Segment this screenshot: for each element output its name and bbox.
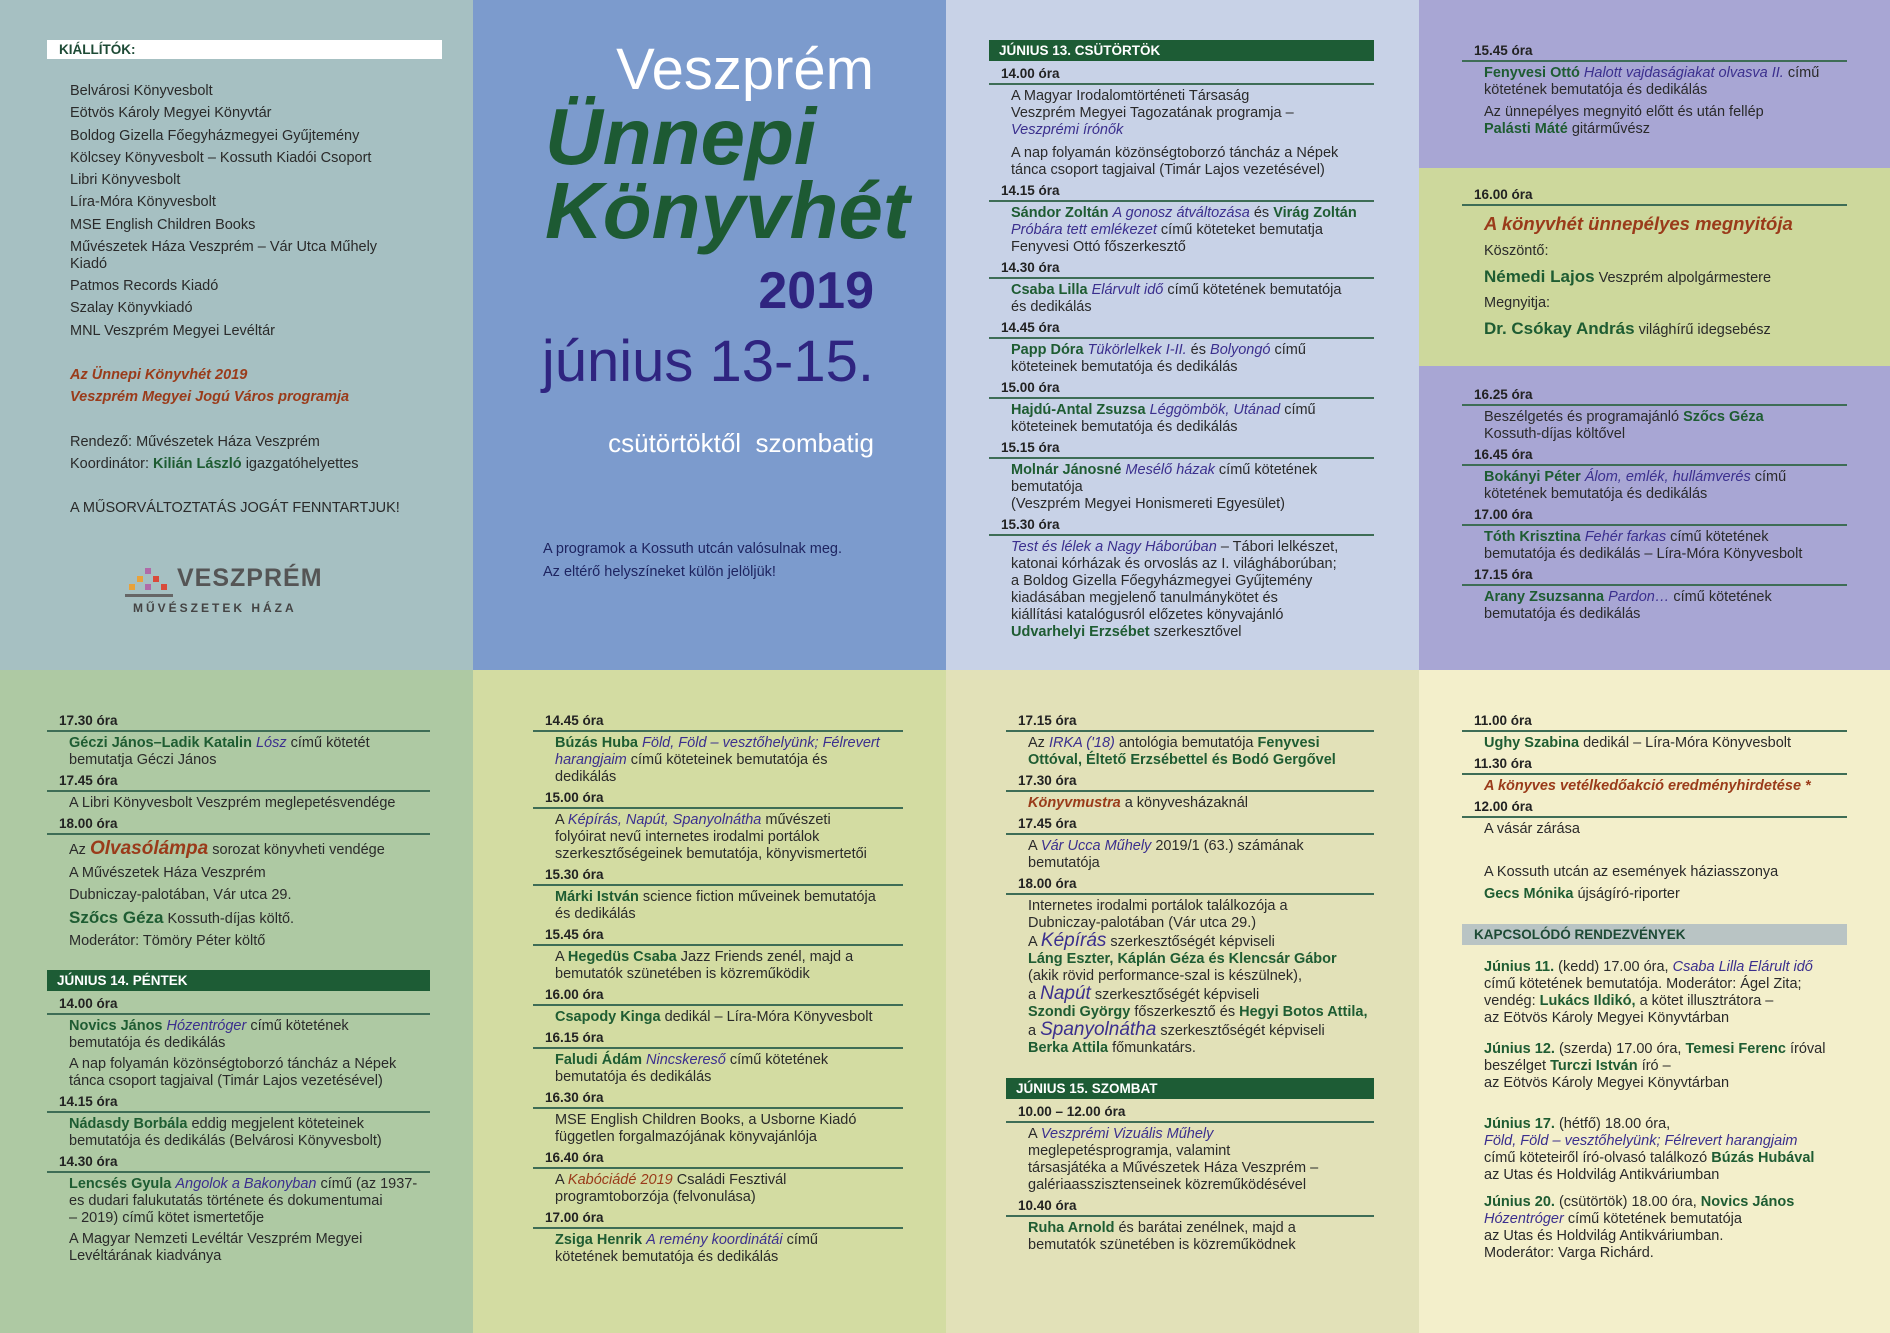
day-header: JÚNIUS 14. PÉNTEK xyxy=(47,970,430,991)
host-note: A Kossuth utcán az események háziasszonya Gecs Mónika újságíró-riporter xyxy=(1484,864,1779,902)
time-label: 14.45 óra xyxy=(989,319,1374,339)
dates: június 13-15. xyxy=(541,329,874,394)
related-event: Június 11. (kedd) 17.00 óra, Csaba Lilla Elárult idő című kötetének bemutatója. Moderátor: Ágel Zita; vendég: Lukács Ildikó, a kötet illusztrátora – az Eötvös Károly Megyei Könyvtárban xyxy=(1484,959,1813,1026)
event: A Képírás, Napút, Spanyolnátha művészeti folyóirat nevű internetes irodalmi portálok szerkesztőségeinek bemutatója, könyvismertetői xyxy=(555,812,867,862)
related-event: Június 20. (csütörtök) 18.00 óra, Novics János Hózentróger című kötetének bemutatója az Utas és Holdvilág Antikváriumban. Moderátor: Varga Richárd. xyxy=(1484,1194,1795,1261)
exhibitor-item: Belvárosi Könyvesbolt xyxy=(70,83,213,99)
exhibitors-panel xyxy=(0,0,473,670)
time-label: 16.15 óra xyxy=(533,1029,903,1049)
time-label: 10.00 – 12.00 óra xyxy=(1006,1103,1374,1123)
title-panel xyxy=(473,0,946,670)
event: Test és lélek a Nagy Háborúban – Tábori lelkészet, katonai kórházak és orvoslás az I. világháborúban; a Boldog Gizella Főegyházmegyei Gyűjtemény kiadásában megjelenő tanulmánykötet és kiállítási katalógusról előzetes könyvajánló Udvarhelyi Erzsébet szerkesztővel xyxy=(1011,539,1339,640)
time-label: 10.40 óra xyxy=(1006,1197,1374,1217)
notice: A MŰSORVÁLTOZTATÁS JOGÁT FENNTARTJUK! xyxy=(70,500,400,517)
time-label: 14.00 óra xyxy=(989,65,1374,85)
time-label: 17.45 óra xyxy=(1006,815,1374,835)
event: Beszélgetés és programajánló Szőcs Géza Kossuth-díjas költővel xyxy=(1484,409,1764,442)
time-label: 14.45 óra xyxy=(533,712,903,732)
organizer: Rendező: Művészetek Háza Veszprém xyxy=(70,433,320,450)
program-line: Veszprém Megyei Jogú Város programja xyxy=(70,389,350,406)
title-line1: Ünnepi xyxy=(545,92,817,181)
time-label: 16.25 óra xyxy=(1462,386,1847,406)
city: Veszprém xyxy=(616,37,874,102)
exhibitor-item: Libri Könyvesbolt xyxy=(70,172,181,189)
time-label: 18.00 óra xyxy=(1006,875,1374,895)
exhibitor-item: Szalay Könyvkiadó xyxy=(70,300,193,317)
event: Az Olvasólámpa sorozat könyvheti vendége A Művészetek Háza Veszprém Dubniczay-palotában, Vár utca 29. Szőcs Géza Kossuth-díjas költő. Moderátor: Tömöry Péter költő xyxy=(69,838,385,949)
time-label: 14.15 óra xyxy=(989,182,1374,202)
event: Csaba Lilla Elárvult idő című kötetének bemutatója és dedikálás xyxy=(1011,282,1342,315)
time-label: 15.30 óra xyxy=(533,866,903,886)
year: 2019 xyxy=(758,262,874,320)
exhibitor-item: Művészetek Háza Veszprém – Vár Utca Műhely Kiadó xyxy=(70,239,378,273)
event: Novics János Hózentróger című kötetének bemutatója és dedikálás A nap folyamán közönségtoborzó táncház a Népek tánca csoport tagjaival (Timár Lajos vezetésével) xyxy=(69,1017,397,1089)
coordinator: Koordinátor: Kilián László igazgatóhelyettes xyxy=(70,455,359,472)
exhibitor-item: Patmos Records Kiadó xyxy=(70,278,219,295)
thursday-panel-2 xyxy=(1419,0,1890,670)
event: Tóth Krisztina Fehér farkas című kötetének bemutatója és dedikálás – Líra-Móra Könyvesbolt xyxy=(1484,529,1803,562)
time-label: 17.15 óra xyxy=(1006,712,1374,732)
time-label: 17.00 óra xyxy=(533,1209,903,1229)
time-label: 15.30 óra xyxy=(989,516,1374,536)
event: Ughy Szabina dedikál – Líra-Móra Könyvesbolt xyxy=(1484,735,1792,751)
related-event: Június 12. (szerda) 17.00 óra, Temesi Ferenc íróval beszélget Turczi István író – az Eötvös Károly Megyei Könyvtárban xyxy=(1484,1041,1826,1091)
thursday-panel xyxy=(946,0,1419,670)
exhibitor-item: MNL Veszprém Megyei Levéltár xyxy=(70,322,275,339)
event: Bokányi Péter Álom, emlék, hullámverés című kötetének bemutatója és dedikálás xyxy=(1484,469,1787,502)
event: Géczi János–Ladik Katalin Lósz című kötetét bemutatja Géczi János xyxy=(69,735,370,768)
exhibitor-item: Kölcsey Könyvesbolt – Kossuth Kiadói Csoport xyxy=(70,149,372,166)
location-note: A programok a Kossuth utcán valósulnak meg. xyxy=(543,541,843,557)
related-event: Június 17. (hétfő) 18.00 óra, Föld, Föld – vesztőhelyünk; Félrevert harangjaim című köteteiről író-olvasó találkozó Búzás Hubával az Utas és Holdvilág Antikváriumban xyxy=(1484,1116,1815,1183)
event: Fenyvesi Ottó Halott vajdaságiakat olvasva II. című kötetének bemutatója és dedikálás Az ünnepélyes megnyitó előtt és után fellép Palásti Máté gitárművész xyxy=(1484,65,1820,137)
event: Molnár Jánosné Mesélő házak című kötetének bemutatója (Veszprém Megyei Honismereti Egyesület) xyxy=(1011,462,1318,512)
location-note: Az eltérő helyszíneket külön jelöljük! xyxy=(543,564,776,580)
exhibitor-list xyxy=(70,80,400,342)
event: Hajdú-Antal Zsuzsa Léggömbök, Utánad című köteteinek bemutatója és dedikálás xyxy=(1011,402,1316,435)
related-events-panel xyxy=(1419,670,1890,1333)
saturday-panel xyxy=(946,670,1419,1333)
event: Könyvmustra a könyvesházaknál xyxy=(1028,795,1249,811)
subtitle: csütörtöktől szombatig xyxy=(608,428,874,458)
logo: VESZPRÉM MŰVÉSZETEK HÁZA xyxy=(125,568,355,616)
event: Ruha Arnold és barátai zenélnek, majd a bemutatók szünetében is közreműködnek xyxy=(1028,1220,1296,1253)
related-header: KAPCSOLÓDÓ RENDEZVÉNYEK xyxy=(1462,924,1847,945)
day-header: JÚNIUS 15. SZOMBAT xyxy=(1006,1078,1374,1099)
event: Faludi Ádám Nincskereső című kötetének bemutatója és dedikálás xyxy=(555,1052,829,1085)
event: A Hegedüs Csaba Jazz Friends zenél, majd a bemutatók szünetében is közreműködik xyxy=(555,949,854,982)
event: Márki István science fiction műveinek bemutatója és dedikálás xyxy=(555,889,876,922)
title-line2: Könyvhét xyxy=(545,166,910,255)
event: Búzás Huba Föld, Föld – vesztőhelyünk; Félrevert harangjaim című köteteinek bemutatója és dedikálás xyxy=(555,735,880,785)
day-header: JÚNIUS 13. CSÜTÖRTÖK xyxy=(989,40,1374,61)
event: Sándor Zoltán A gonosz átváltozása és Virág Zoltán Próbára tett emlékezet című köteteket bemutatja Fenyvesi Ottó főszerkesztő xyxy=(1011,205,1357,255)
time-label: 11.30 óra xyxy=(1462,755,1847,775)
time-label: 14.30 óra xyxy=(47,1153,430,1173)
time-label: 15.00 óra xyxy=(989,379,1374,399)
event: A könyves vetélkedőakció eredményhirdetése * xyxy=(1484,778,1811,794)
event: A Kabóciádé 2019 Családi Fesztivál programtoborzója (felvonulása) xyxy=(555,1172,787,1205)
time-label: 17.30 óra xyxy=(1006,772,1374,792)
time-label: 14.15 óra xyxy=(47,1093,430,1113)
event: Zsiga Henrik A remény koordinátái című kötetének bemutatója és dedikálás xyxy=(555,1232,818,1265)
time-label: 15.45 óra xyxy=(533,926,903,946)
time-label: 14.00 óra xyxy=(47,995,430,1015)
time-label: 16.45 óra xyxy=(1462,446,1847,466)
friday-panel-2 xyxy=(473,670,946,1333)
event: Nádasdy Borbála eddig megjelent köteteinek bemutatója és dedikálás (Belvárosi Könyvesbolt) xyxy=(69,1115,382,1149)
time-label: 15.15 óra xyxy=(989,439,1374,459)
friday-panel xyxy=(0,670,473,1333)
exhibitor-item: MSE English Children Books xyxy=(70,216,256,233)
event: A Magyar Irodalomtörténeti Társaság Veszprém Megyei Tagozatának programja – Veszprémi írónők A nap folyamán közönségtoborzó táncház a Népek tánca csoport tagjaival (Timár Lajos vezetésével) xyxy=(1011,88,1339,178)
time-label: 15.00 óra xyxy=(533,789,903,809)
event: A Libri Könyvesbolt Veszprém meglepetésvendége xyxy=(69,795,396,811)
exhibitor-item: Boldog Gizella Főegyházmegyei Gyűjtemény xyxy=(70,127,360,144)
event: A Vár Ucca Műhely 2019/1 (63.) számának bemutatója xyxy=(1028,838,1304,871)
time-label: 17.30 óra xyxy=(47,712,430,732)
exhibitors-heading: KIÁLLÍTÓK: xyxy=(47,40,442,59)
event: MSE English Children Books, a Usborne Kiadó független forgalmazójának könyvajánlója xyxy=(555,1112,857,1145)
opening-title: A könyvhét ünnepélyes megnyitója xyxy=(1484,213,1793,234)
time-label: 16.30 óra xyxy=(533,1089,903,1109)
time-label: 16.40 óra xyxy=(533,1149,903,1169)
exhibitor-item: Líra-Móra Könyvesbolt xyxy=(70,194,216,211)
event: Csapody Kinga dedikál – Líra-Móra Könyvesbolt xyxy=(555,1009,873,1025)
exhibitor-item: Eötvös Károly Megyei Könyvtár xyxy=(70,105,272,122)
time-label: 12.00 óra xyxy=(1462,798,1847,818)
event: Papp Dóra Tükörlelkek I-II. és Bolyongó című köteteinek bemutatója és dedikálás xyxy=(1011,342,1306,375)
logo-mark-icon xyxy=(125,568,173,602)
time-label: 17.15 óra xyxy=(1462,566,1847,586)
event: A vásár zárása xyxy=(1484,821,1580,837)
time-label: 17.00 óra xyxy=(1462,506,1847,526)
event: Arany Zsuzsanna Pardon… című kötetének bemutatója és dedikálás xyxy=(1484,589,1772,622)
event: Internetes irodalmi portálok találkozója a Dubniczay-palotában (Vár utca 29.) A Képírás szerkesztőségét képviseli Láng Eszter, Káplán Géza és Klencsár Gábor (akik rövid performance-szal is készülnek), a Napút szerkesztőségét képviseli Szondi György főszerkesztő és Hegyi Botos Attila, a Spanyolnátha szerkesztőségét képviseli Berka Attila főmunkatárs. xyxy=(1028,898,1368,1056)
event: A könyvhét ünnepélyes megnyitója Köszöntő: Némedi Lajos Veszprém alpolgármestere Megnyitja: Dr. Csókay András világhírű idegsebész xyxy=(1462,209,1847,343)
time-label: 18.00 óra xyxy=(47,815,430,835)
program-line: Az Ünnepi Könyvhét 2019 xyxy=(70,367,248,383)
event: Az IRKA ('18) antológia bemutatója Fenyvesi Ottóval, Éltető Erzsébettel és Bodó Gergővel xyxy=(1028,735,1336,768)
time-label: 11.00 óra xyxy=(1462,712,1847,732)
time-label: 14.30 óra xyxy=(989,259,1374,279)
event: Lencsés Gyula Angolok a Bakonyban című (az 1937- es dudari falukutatás története és dokumentumai – 2019) című kötet ismertetője A Magyar Nemzeti Levéltár Veszprém Megyei Levéltárának kiadványa xyxy=(69,1175,418,1264)
time-label: 15.45 óra xyxy=(1462,42,1847,62)
event: A Veszprémi Vizuális Műhely meglepetésprogramja, valamint társasjátéka a Művészetek Háza Veszprém – galériaasszisztenseinek közreműködésével xyxy=(1028,1126,1319,1193)
time-label: 17.45 óra xyxy=(47,772,430,792)
time-label: 16.00 óra xyxy=(533,986,903,1006)
time-label: 16.00 óra xyxy=(1462,186,1847,206)
